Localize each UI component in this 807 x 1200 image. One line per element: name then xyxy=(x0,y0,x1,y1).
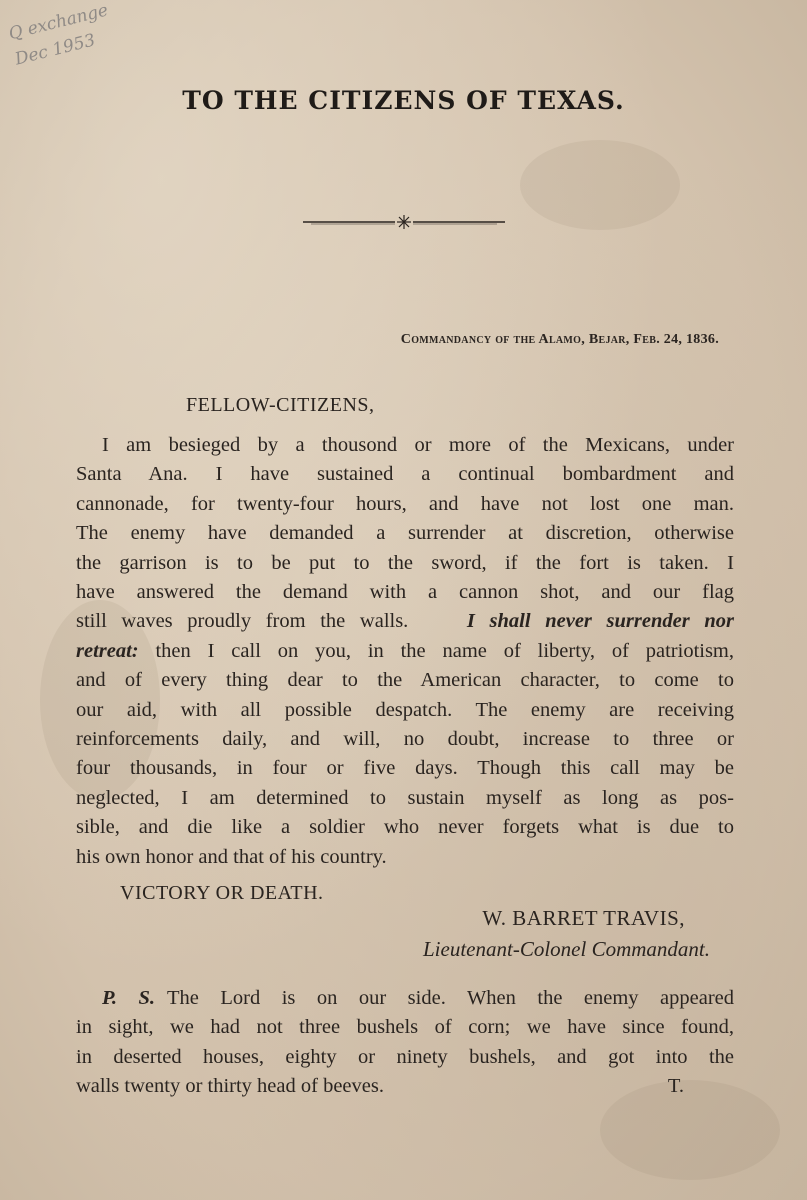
body-line: have answered the demand with a cannon shot, and our flag xyxy=(76,581,734,604)
postscript-text: walls twenty or thirty head of beeves. xyxy=(76,1075,384,1098)
postscript-line: in deserted houses, eighty or ninety bushels, and got into the xyxy=(76,1045,734,1068)
body-line: and of every thing dear to the American character, to come to xyxy=(76,669,734,692)
body-line: I am besieged by a thousond or more of the Mexicans, under xyxy=(102,434,734,456)
postscript-initial: T. xyxy=(667,1075,684,1098)
postscript-line: in sight, we had not three bushels of corn; we have since found, xyxy=(76,1016,734,1039)
body-line-text: then I call on you, in the name of liberty, of patriotism, xyxy=(155,639,735,662)
postscript-line xyxy=(76,1072,734,1101)
body-line: our aid, with all possible despatch. The enemy are receiving xyxy=(76,698,734,721)
postscript xyxy=(76,984,734,1102)
postscript-label: P. S. xyxy=(102,987,156,1009)
document-title: TO THE CITIZENS OF TEXAS. xyxy=(182,86,625,115)
body-line: four thousands, in four or five days. Though this call may be xyxy=(76,757,734,780)
body-line: neglected, I am determined to sustain myself as long as pos- xyxy=(76,786,734,809)
emphasized-text: retreat: xyxy=(76,639,139,662)
body-line-with-emphasis xyxy=(76,607,734,636)
body-line: cannonade, for twenty-four hours, and have not lost one man. xyxy=(76,492,734,515)
body-line: Santa Ana. I have sustained a continual bombardment and xyxy=(76,463,734,486)
postscript-text: The Lord is on our side. When the enemy appeared xyxy=(167,987,735,1009)
salutation: FELLOW-CITIZENS, xyxy=(186,394,375,416)
body-line-text: still waves proudly from the walls. xyxy=(76,610,409,633)
ornamental-rule xyxy=(303,212,505,232)
body-line: sible, and die like a soldier who never forgets what is due to xyxy=(76,816,734,839)
emphasized-text: I shall never surrender nor xyxy=(466,610,734,633)
dateline: Commandancy of the Alamo, Bejar, Feb. 24, 1836. xyxy=(400,332,719,347)
body-line: reinforcements daily, and will, no doubt, increase to three or xyxy=(76,728,734,751)
letter-body xyxy=(76,431,734,872)
handwritten-pencil-note: Q exchange Dec 1953 xyxy=(6,0,111,70)
body-line: the garrison is to be put to the sword, if the fort is taken. I xyxy=(76,551,734,574)
body-line: The enemy have demanded a surrender at discretion, otherwise xyxy=(76,522,734,545)
signature-name: W. BARRET TRAVIS, xyxy=(482,906,685,930)
body-line-with-emphasis xyxy=(76,637,734,666)
body-line: his own honor and that of his country. xyxy=(76,845,387,868)
closing-motto: VICTORY OR DEATH. xyxy=(120,882,324,904)
signature-title: Lieutenant-Colonel Commandant. xyxy=(423,937,710,961)
postscript-line xyxy=(76,984,734,1013)
paper-stain xyxy=(520,140,680,230)
